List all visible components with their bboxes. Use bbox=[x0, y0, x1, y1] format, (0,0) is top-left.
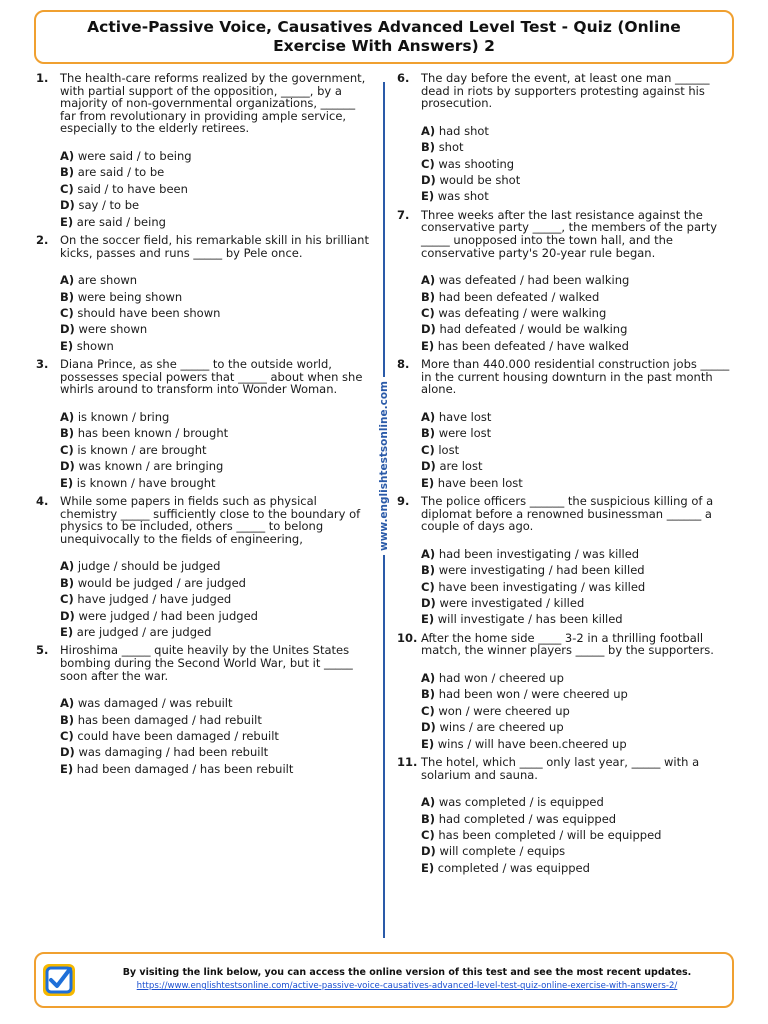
option-letter: E) bbox=[421, 338, 435, 353]
option-item bbox=[60, 608, 372, 624]
footer-box bbox=[34, 952, 734, 1008]
option-letter: B) bbox=[60, 712, 75, 727]
left-column bbox=[36, 72, 372, 781]
options-list bbox=[60, 409, 372, 491]
option-letter: B) bbox=[421, 687, 436, 702]
question-text: Hiroshima _____ quite heavily by the Unites States bombing during the Second World War, but it _____ soon after the war. bbox=[60, 643, 353, 683]
question-text: More than 440.000 residential construction jobs _____ in the current housing downturn in the past month alone. bbox=[421, 357, 730, 397]
question-4 bbox=[36, 495, 372, 640]
option-text: had been defeated / walked bbox=[438, 289, 600, 304]
question-8 bbox=[397, 358, 737, 491]
option-text: was completed / is equipped bbox=[438, 795, 604, 810]
option-letter: A) bbox=[60, 696, 75, 711]
question-number: 9. bbox=[397, 494, 410, 509]
question-11 bbox=[397, 756, 737, 876]
option-letter: D) bbox=[60, 459, 75, 474]
option-text: could have been damaged / rebuilt bbox=[77, 729, 279, 744]
right-column bbox=[397, 72, 737, 880]
option-text: has been defeated / have walked bbox=[437, 338, 629, 353]
option-item bbox=[421, 123, 737, 139]
option-item bbox=[60, 728, 372, 744]
option-letter: C) bbox=[60, 729, 74, 744]
option-text: had shot bbox=[438, 123, 489, 138]
question-number: 1. bbox=[36, 71, 49, 85]
option-item bbox=[60, 442, 372, 458]
option-text: were being shown bbox=[77, 289, 183, 304]
option-item bbox=[421, 156, 737, 172]
option-letter: A) bbox=[60, 559, 75, 574]
option-text: were said / to being bbox=[77, 148, 192, 163]
option-item bbox=[421, 425, 737, 441]
option-text: was shot bbox=[437, 189, 489, 204]
option-item bbox=[421, 458, 737, 474]
option-item bbox=[421, 860, 737, 876]
option-item bbox=[60, 624, 372, 640]
option-text: are said / to be bbox=[77, 165, 165, 180]
question-text: After the home side ____ 3-2 in a thrilling football match, the winner players _____ by the supporters. bbox=[421, 630, 714, 658]
option-item bbox=[421, 670, 737, 686]
option-text: is known / have brought bbox=[76, 475, 216, 490]
option-letter: E) bbox=[421, 612, 435, 627]
option-item bbox=[421, 595, 737, 611]
option-letter: B) bbox=[60, 165, 75, 180]
option-item bbox=[421, 305, 737, 321]
option-letter: A) bbox=[421, 410, 436, 424]
option-text: had defeated / would be walking bbox=[439, 322, 628, 337]
option-letter: A) bbox=[60, 148, 75, 163]
option-item bbox=[60, 305, 372, 321]
option-letter: C) bbox=[60, 592, 74, 607]
option-item bbox=[421, 811, 737, 827]
options-list bbox=[421, 546, 737, 628]
question-2 bbox=[36, 234, 372, 354]
option-item bbox=[421, 475, 737, 491]
option-text: have judged / have judged bbox=[77, 592, 232, 607]
option-text: wins / will have been.cheered up bbox=[437, 736, 627, 751]
question-10 bbox=[397, 632, 737, 752]
option-letter: B) bbox=[421, 563, 436, 578]
question-text: The police officers ______ the suspicious killing of a diplomat before a renowned businessman ______ a couple of days ago. bbox=[421, 494, 714, 534]
options-list bbox=[60, 148, 372, 230]
question-text: Three weeks after the last resistance against the conservative party _____, the members of the party _____ unopposed into the town hall, and the conservative party's 20-year rule began. bbox=[421, 207, 718, 260]
options-list bbox=[421, 794, 737, 876]
option-item bbox=[421, 579, 737, 595]
option-item bbox=[60, 214, 372, 230]
option-text: are said / being bbox=[76, 214, 166, 229]
option-text: wins / are cheered up bbox=[439, 720, 564, 735]
option-letter: B) bbox=[421, 140, 436, 155]
option-text: had won / cheered up bbox=[438, 671, 564, 686]
option-letter: B) bbox=[421, 811, 436, 826]
option-text: has been damaged / had rebuilt bbox=[77, 712, 262, 727]
option-letter: C) bbox=[60, 181, 74, 196]
option-item bbox=[60, 575, 372, 591]
option-letter: D) bbox=[60, 608, 75, 623]
option-item bbox=[60, 197, 372, 213]
option-item bbox=[60, 695, 372, 711]
question-number: 3. bbox=[36, 357, 49, 372]
option-letter: E) bbox=[421, 736, 435, 751]
option-item bbox=[60, 425, 372, 441]
option-letter: D) bbox=[421, 459, 436, 474]
question-text: The health-care reforms realized by the government, with partial support of the opposition, _____, by a majority of non-governmental organizations, ______ far from revolutionary in providing ample service, especially to the elderly retirees. bbox=[60, 71, 366, 136]
option-letter: C) bbox=[421, 828, 435, 843]
option-item bbox=[421, 338, 737, 354]
option-item bbox=[60, 761, 372, 777]
question-number: 6. bbox=[397, 71, 410, 85]
option-letter: D) bbox=[60, 322, 75, 337]
options-list bbox=[60, 695, 372, 777]
option-text: is known / bring bbox=[77, 410, 170, 424]
option-text: had completed / was equipped bbox=[438, 811, 617, 826]
option-letter: D) bbox=[60, 198, 75, 213]
option-item bbox=[60, 338, 372, 354]
question-text: Diana Prince, as she _____ to the outside world, possesses special powers that _____ about when she whirls around to transform into Wonder Woman. bbox=[60, 357, 363, 397]
option-item bbox=[60, 558, 372, 574]
page-title: Active-Passive Voice, Causatives Advanced Level Test - Quiz (Online Exercise With Answers) 2 bbox=[87, 18, 681, 55]
option-letter: B) bbox=[421, 426, 436, 441]
option-item bbox=[421, 843, 737, 859]
question-number: 2. bbox=[36, 233, 49, 247]
option-item bbox=[421, 686, 737, 702]
option-letter: D) bbox=[421, 720, 436, 735]
option-text: are shown bbox=[77, 273, 138, 288]
option-letter: E) bbox=[60, 475, 74, 490]
option-text: had been investigating / was killed bbox=[438, 546, 640, 561]
option-letter: C) bbox=[421, 442, 435, 457]
option-text: will complete / equips bbox=[439, 844, 566, 859]
question-number: 7. bbox=[397, 207, 410, 222]
options-list bbox=[60, 558, 372, 640]
option-item bbox=[421, 289, 737, 305]
option-text: would be shot bbox=[439, 173, 521, 187]
option-letter: D) bbox=[421, 596, 436, 611]
option-letter: B) bbox=[60, 426, 75, 441]
question-number: 8. bbox=[397, 357, 410, 372]
option-text: shown bbox=[76, 338, 114, 353]
option-text: has been completed / will be equipped bbox=[438, 828, 662, 843]
question-5 bbox=[36, 644, 372, 777]
checkbox-check-icon bbox=[42, 963, 76, 997]
option-letter: C) bbox=[421, 306, 435, 320]
option-text: has been known / brought bbox=[77, 426, 229, 441]
side-url: www.englishtestsonline.com bbox=[378, 377, 390, 555]
option-letter: B) bbox=[421, 289, 436, 304]
option-letter: C) bbox=[60, 442, 74, 457]
option-letter: D) bbox=[421, 844, 436, 859]
option-letter: A) bbox=[60, 410, 75, 424]
option-text: was known / are bringing bbox=[78, 459, 224, 474]
option-item bbox=[421, 172, 737, 188]
option-item bbox=[60, 409, 372, 425]
option-item bbox=[60, 272, 372, 288]
option-text: are lost bbox=[439, 459, 483, 474]
option-text: were shown bbox=[78, 322, 148, 337]
title-box bbox=[34, 10, 734, 64]
question-1 bbox=[36, 72, 372, 230]
option-letter: A) bbox=[421, 273, 436, 288]
question-9 bbox=[397, 495, 737, 628]
option-item bbox=[421, 794, 737, 810]
option-text: were investigating / had been killed bbox=[438, 563, 645, 578]
option-text: were investigated / killed bbox=[439, 596, 585, 611]
option-text: was damaging / had been rebuilt bbox=[78, 745, 269, 760]
option-item bbox=[421, 736, 737, 752]
option-letter: A) bbox=[421, 795, 436, 810]
option-text: was defeating / were walking bbox=[438, 306, 607, 320]
option-item bbox=[421, 409, 737, 425]
option-text: have been investigating / was killed bbox=[438, 579, 646, 594]
question-6 bbox=[397, 72, 737, 205]
option-letter: A) bbox=[421, 546, 436, 561]
option-text: shot bbox=[438, 140, 464, 155]
option-text: would be judged / are judged bbox=[77, 575, 246, 590]
option-text: will investigate / has been killed bbox=[437, 612, 623, 627]
question-text: On the soccer field, his remarkable skill in his brilliant kicks, passes and runs _____ by Pele once. bbox=[60, 233, 369, 260]
option-text: are judged / are judged bbox=[76, 625, 212, 640]
option-item bbox=[60, 148, 372, 164]
option-letter: D) bbox=[60, 745, 75, 760]
option-item bbox=[60, 744, 372, 760]
option-letter: A) bbox=[60, 273, 75, 288]
option-text: had been won / were cheered up bbox=[438, 687, 628, 702]
option-letter: C) bbox=[421, 703, 435, 718]
option-text: have been lost bbox=[437, 475, 523, 490]
online-version-link[interactable]: https://www.englishtestsonline.com/active-passive-voice-causatives-advanced-level-test-quiz-online-exercise-with-answers-2/ bbox=[136, 981, 678, 991]
question-number: 11. bbox=[397, 755, 418, 770]
option-item bbox=[421, 703, 737, 719]
option-letter: D) bbox=[421, 322, 436, 337]
option-item bbox=[421, 321, 737, 337]
option-item bbox=[421, 719, 737, 735]
question-text: The hotel, which ____ only last year, _____ with a solarium and sauna. bbox=[421, 755, 700, 782]
option-text: was shooting bbox=[438, 156, 515, 171]
option-text: had been damaged / has been rebuilt bbox=[76, 761, 294, 776]
footer-text: By visiting the link below, you can access the online version of this test and see the most recent updates. bbox=[122, 967, 692, 978]
option-letter: B) bbox=[60, 289, 75, 304]
option-item bbox=[421, 272, 737, 288]
options-list bbox=[60, 272, 372, 354]
option-item bbox=[421, 827, 737, 843]
question-text: While some papers in fields such as physical chemistry _____ sufficiently close to the boundary of physics to be included, others _____ to belong unequivocally to the fields of engineering, bbox=[60, 494, 361, 546]
option-text: lost bbox=[438, 442, 460, 457]
option-text: was defeated / had been walking bbox=[438, 273, 630, 288]
option-letter: C) bbox=[60, 306, 74, 320]
option-letter: B) bbox=[60, 575, 75, 590]
option-text: was damaged / was rebuilt bbox=[77, 696, 233, 711]
option-text: were judged / had been judged bbox=[78, 608, 258, 623]
option-item bbox=[60, 289, 372, 305]
option-text: completed / was equipped bbox=[437, 860, 590, 875]
question-number: 4. bbox=[36, 494, 49, 509]
option-item bbox=[421, 546, 737, 562]
option-letter: E) bbox=[60, 214, 74, 229]
option-item bbox=[60, 712, 372, 728]
option-letter: D) bbox=[421, 173, 436, 187]
question-number: 10. bbox=[397, 630, 418, 645]
option-text: judge / should be judged bbox=[77, 559, 221, 574]
option-text: is known / are brought bbox=[77, 442, 207, 457]
option-item bbox=[60, 475, 372, 491]
option-letter: E) bbox=[60, 338, 74, 353]
option-letter: A) bbox=[421, 123, 436, 138]
option-text: say / to be bbox=[78, 198, 140, 213]
option-letter: C) bbox=[421, 579, 435, 594]
option-item bbox=[421, 188, 737, 204]
question-number: 5. bbox=[36, 643, 49, 658]
option-letter: E) bbox=[421, 189, 435, 204]
option-item bbox=[60, 591, 372, 607]
option-item bbox=[421, 442, 737, 458]
options-list bbox=[421, 409, 737, 491]
option-item bbox=[60, 164, 372, 180]
question-text: The day before the event, at least one man ______ dead in riots by supporters protesting against his prosecution. bbox=[421, 71, 710, 111]
option-item bbox=[421, 611, 737, 627]
option-text: said / to have been bbox=[77, 181, 188, 196]
option-item bbox=[60, 181, 372, 197]
options-list bbox=[421, 123, 737, 205]
question-3 bbox=[36, 358, 372, 491]
option-letter: A) bbox=[421, 671, 436, 686]
option-letter: E) bbox=[60, 625, 74, 640]
option-letter: E) bbox=[421, 860, 435, 875]
options-list bbox=[421, 670, 737, 752]
option-letter: E) bbox=[60, 761, 74, 776]
option-text: were lost bbox=[438, 426, 492, 441]
option-item bbox=[421, 139, 737, 155]
option-letter: E) bbox=[421, 475, 435, 490]
option-letter: C) bbox=[421, 156, 435, 171]
question-7 bbox=[397, 209, 737, 354]
option-text: should have been shown bbox=[77, 306, 221, 320]
option-item bbox=[421, 562, 737, 578]
options-list bbox=[421, 272, 737, 354]
option-item bbox=[60, 321, 372, 337]
option-text: won / were cheered up bbox=[438, 703, 570, 718]
option-item bbox=[60, 458, 372, 474]
option-text: have lost bbox=[438, 410, 492, 424]
